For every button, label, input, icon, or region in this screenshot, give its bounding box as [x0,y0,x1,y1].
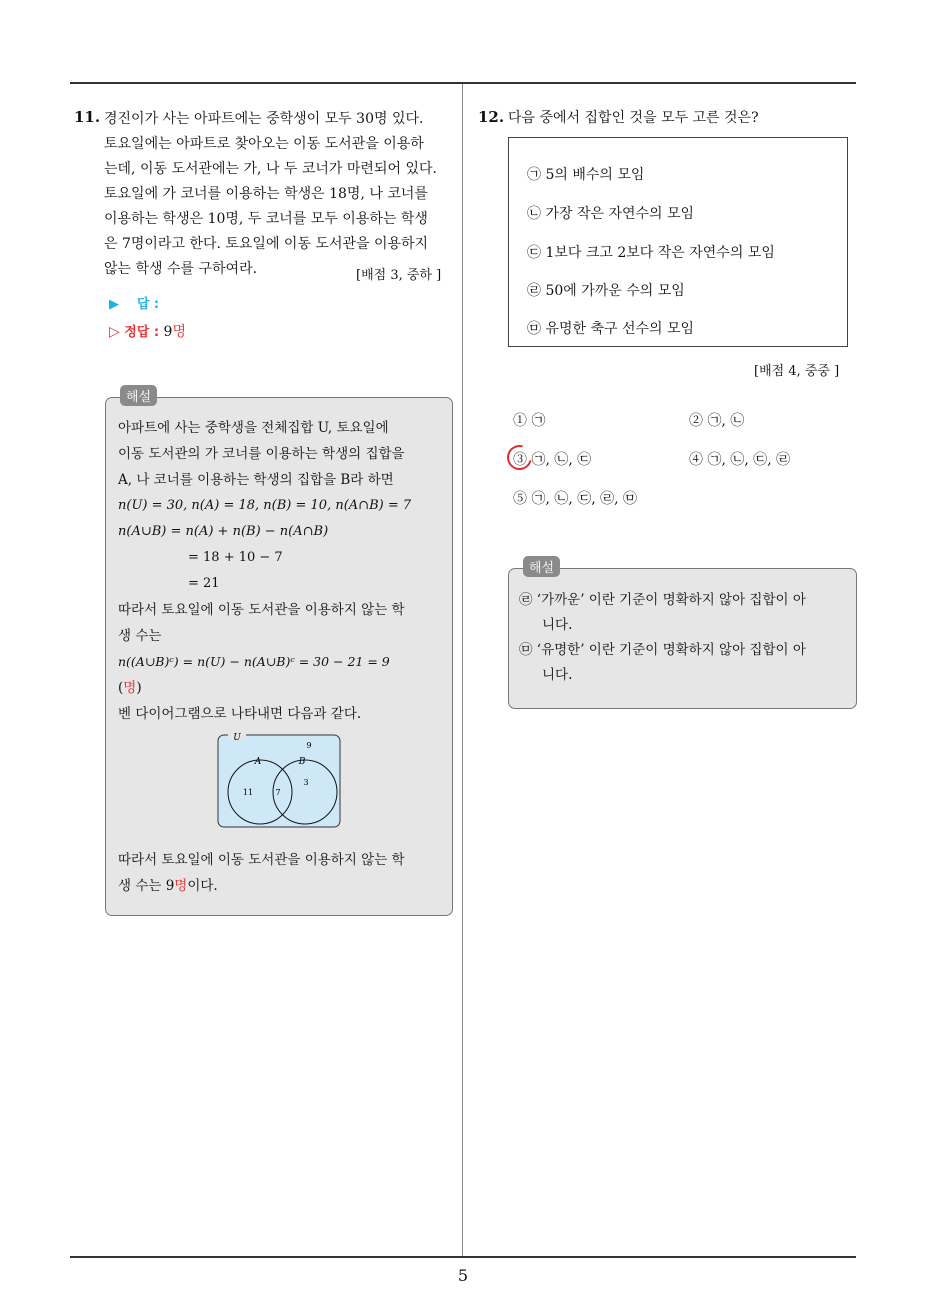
option-4[interactable]: ④ ㉠, ㉡, ㉢, ㉣ [689,452,791,468]
q11-line: 이용하는 학생은 10명, 두 코너를 모두 이용하는 학생 [104,211,428,227]
q11-score: [배점 3, 중하 ] [356,268,442,283]
exp-line: ㉣ ‘가까운’ 이란 기준이 명확하지 않아 집합이 아 [519,592,806,608]
q12-explanation [519,588,849,688]
b-only-value: 3 [303,778,309,787]
option-2[interactable]: ② ㉠, ㉡ [689,413,745,429]
unit: 명 [123,680,137,696]
bottom-rule [70,1256,856,1258]
exp-line [118,873,444,899]
exp-line: = 21 [188,576,220,591]
q11-explanation-tab: 해설 [120,385,157,406]
choice-item: ㉣ 50에 가까운 수의 모임 [527,283,685,299]
q12-choice-box [508,137,848,347]
set-a-label: A [254,757,262,767]
exp-line: 생 수는 [118,628,162,644]
exp-line: A, 나 코너를 이용하는 학생의 집합을 B라 하면 [118,472,394,488]
column-divider [462,84,463,1256]
q11-explanation-conclusion [118,847,444,899]
venn-diagram [216,733,342,829]
paren-open: ( [118,680,124,696]
exp-line: n((A∪B)ᶜ) = n(U) − n(A∪B)ᶜ = 30 − 21 = 9 [118,654,390,669]
q11-line: 토요일에 가 코너를 이용하는 학생은 18명, 나 코너를 [104,186,428,202]
q11-line: 경진이가 사는 아파트에는 중학생이 모두 30명 있다. [104,111,424,127]
top-rule [70,82,856,84]
q11-line: 은 7명이라고 한다. 토요일에 이동 도서관을 이용하지 [104,236,429,252]
q11-answer-row[interactable] [109,293,159,312]
conclusion-pre: 생 수는 9 [118,878,175,894]
correct-label: 정답 : [124,325,160,340]
exp-line: 이동 도서관의 가 코너를 이용하는 학생의 집합을 [118,446,405,462]
q12-question: 다음 중에서 집합인 것을 모두 고른 것은? [508,110,759,126]
choice-item: ㉠ 5의 배수의 모임 [527,167,645,183]
choice-item: ㉡ 가장 작은 자연수의 모임 [527,206,695,222]
option-3[interactable]: ③ ㉠, ㉡, ㉢ [513,452,592,468]
q11-line: 토요일에는 아파트로 찾아오는 이동 도서관을 이용하 [104,136,424,152]
universe-label: U [233,733,241,743]
exp-line: 니다. [542,617,573,633]
q11-question [104,107,456,282]
exp-line [118,675,444,701]
choice-item: ㉢ 1보다 크고 2보다 작은 자연수의 모임 [527,245,775,261]
q11-line: 는데, 이동 도서관에는 가, 나 두 코너가 마련되어 있다. [104,161,437,177]
q12-number: 12. [478,108,505,126]
both-value: 7 [275,788,281,797]
q11-number: 11. [74,108,101,126]
q12-explanation-tab: 해설 [523,556,560,577]
outside-value: 9 [306,741,312,750]
q11-explanation [118,415,444,727]
page-number: 5 [457,1266,469,1285]
exp-line: 벤 다이어그램으로 나타내면 다음과 같다. [118,706,362,722]
q12-score: [배점 4, 중중 ] [754,364,840,379]
set-b-label: B [298,757,306,767]
q11-correct-row [109,321,186,341]
exp-line: n(U) = 30, n(A) = 18, n(B) = 10, n(A∩B) = 7 [118,498,412,513]
correct-value: 9 [163,324,173,340]
exp-line: 아파트에 사는 중학생을 전체집합 U, 토요일에 [118,420,389,436]
play-arrow-icon: ▶ [109,297,119,312]
option-5[interactable]: ⑤ ㉠, ㉡, ㉢, ㉣, ㉤ [513,491,638,507]
selected-answer-mark [502,440,536,474]
correct-unit: 명 [172,324,186,340]
exp-line: = 18 + 10 − 7 [188,550,283,565]
exp-line: n(A∪B) = n(A) + n(B) − n(A∩B) [118,524,329,539]
conclusion-unit: 명 [174,878,188,894]
choice-item: ㉤ 유명한 축구 선수의 모임 [527,321,695,337]
answer-label: 답 : [136,297,160,312]
option-1[interactable]: ① ㉠ [513,413,546,429]
q11-line: 않는 학생 수를 구하여라. [104,261,258,277]
outline-arrow-icon: ▷ [109,324,120,340]
exp-line: ㉤ ‘유명한’ 이란 기준이 명확하지 않아 집합이 아 [519,642,806,658]
a-only-value: 11 [242,788,254,797]
paren-close: ) [136,680,142,696]
conclusion-post: 이다. [187,878,218,894]
exp-line: 따라서 토요일에 이동 도서관을 이용하지 않는 학 [118,852,405,868]
exp-line: 니다. [542,667,573,683]
exp-line: 따라서 토요일에 이동 도서관을 이용하지 않는 학 [118,602,405,618]
